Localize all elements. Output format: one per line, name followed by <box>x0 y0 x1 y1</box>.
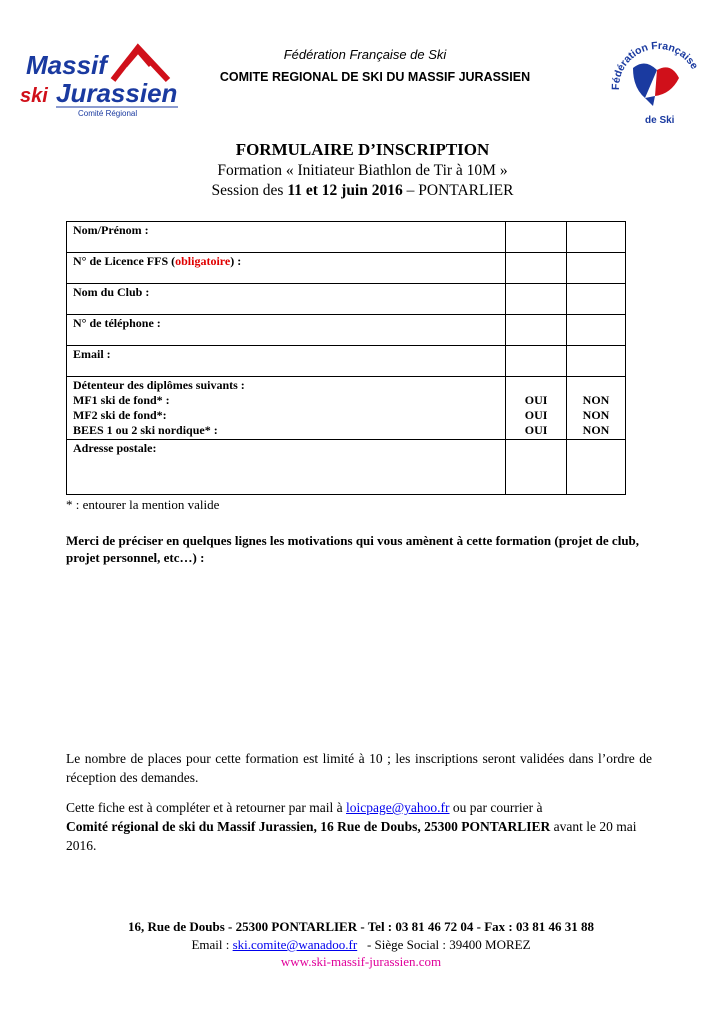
table-row <box>67 315 626 346</box>
places-paragraph: Le nombre de places pour cette formation est limité à 10 ; les inscriptions seront validées dans l’ordre de réception des demandes. <box>66 751 652 785</box>
svg-text:ski: ski <box>20 85 48 107</box>
input-cell[interactable] <box>506 284 567 315</box>
input-cell[interactable] <box>506 440 567 495</box>
input-cell[interactable] <box>567 440 626 495</box>
committee-name: COMITE REGIONAL DE SKI DU MASSIF JURASSIEN <box>219 70 531 84</box>
input-cell[interactable] <box>567 222 626 253</box>
email-label: Email : <box>67 346 506 377</box>
form-title: FORMULAIRE D’INSCRIPTION <box>235 140 490 159</box>
footer-website[interactable]: www.ski-massif-jurassien.com <box>280 954 442 969</box>
ffs-logo <box>605 28 707 128</box>
svg-text:Comité Régional: Comité Régional <box>78 109 138 118</box>
svg-text:Jurassien: Jurassien <box>56 78 178 108</box>
licence-label: N° de Licence FFS (obligatoire) : <box>67 253 506 284</box>
massif-jurassien-logo <box>18 40 183 118</box>
footer-address: 16, Rue de Doubs - 25300 PONTARLIER - Tel : 03 81 46 72 04 - Fax : 03 81 46 31 88 <box>128 919 594 934</box>
form-subtitle: Formation « Initiateur Biathlon de Tir à 10M » <box>217 162 508 179</box>
oui-options[interactable]: OUI OUI OUI <box>506 377 567 440</box>
input-cell[interactable] <box>567 284 626 315</box>
phone-label: N° de téléphone : <box>67 315 506 346</box>
club-label: Nom du Club : <box>67 284 506 315</box>
input-cell[interactable] <box>506 315 567 346</box>
return-paragraph: Cette fiche est à compléter et à retourner par mail à loicpage@yahoo.fr ou par courrier à Comité régional de ski du Massif Jurassien, 16 Rue de Doubs, 25300 PONTARLIER avant le 20 mai 2016. <box>66 800 637 853</box>
table-row <box>67 284 626 315</box>
nom-label: Nom/Prénom : <box>67 222 506 253</box>
diplomas-label: Détenteur des diplômes suivants : MF1 ski de fond* : MF2 ski de fond*: BEES 1 ou 2 ski nordique* : <box>67 377 506 440</box>
note-text: * : entourer la mention valide <box>66 497 220 512</box>
input-cell[interactable] <box>567 315 626 346</box>
footer-email-line: Email : ski.comite@wanadoo.fr - Siège Social : 39400 MOREZ <box>191 937 531 952</box>
input-cell[interactable] <box>506 346 567 377</box>
svg-text:de Ski: de Ski <box>645 115 675 126</box>
table-row <box>67 222 626 253</box>
table-row <box>67 440 626 495</box>
input-cell[interactable] <box>567 253 626 284</box>
svg-text:Massif: Massif <box>26 50 107 80</box>
input-cell[interactable] <box>567 346 626 377</box>
federation-name: Fédération Française de Ski <box>283 47 447 62</box>
session-line: Session des 11 et 12 juin 2016 – PONTARLIER <box>211 182 514 199</box>
registration-table <box>66 221 626 495</box>
table-row <box>67 253 626 284</box>
input-cell[interactable] <box>506 253 567 284</box>
svg-text:Fédération Française: Fédération Française <box>609 39 701 91</box>
contact-email-link[interactable]: loicpage@yahoo.fr <box>346 800 450 815</box>
input-cell[interactable] <box>506 222 567 253</box>
footer-email-link[interactable]: ski.comite@wanadoo.fr <box>232 937 358 952</box>
motivation-prompt: Merci de préciser en quelques lignes les motivations qui vous amènent à cette formation (projet de club, projet personnel, etc…) : <box>66 533 640 565</box>
table-row <box>67 346 626 377</box>
table-row <box>67 377 626 440</box>
address-label: Adresse postale: <box>67 440 506 495</box>
non-options[interactable]: NON NON NON <box>567 377 626 440</box>
